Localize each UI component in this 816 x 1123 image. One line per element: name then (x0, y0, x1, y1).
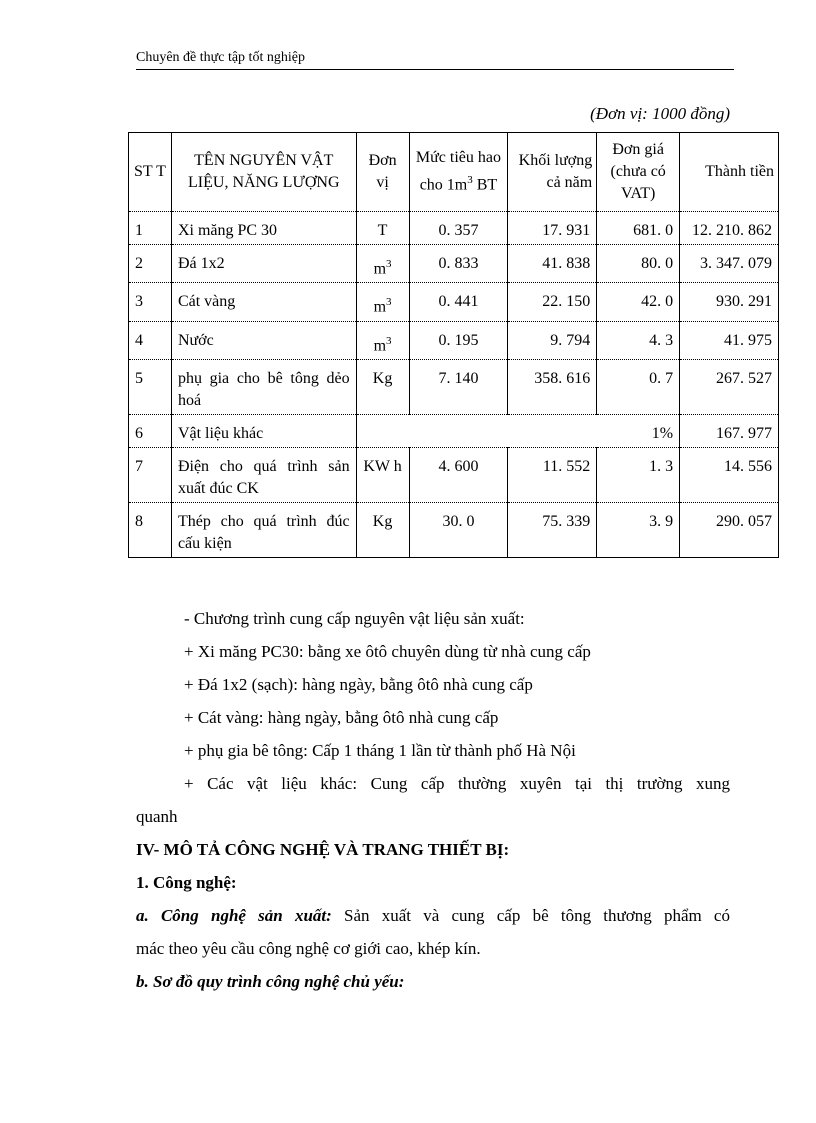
table-row (129, 212, 779, 245)
cell-rate: 4. 600 (409, 447, 508, 502)
table-row (129, 414, 779, 447)
supply-item-cement: + Xi măng PC30: bằng xe ôtô chuyên dùng từ nhà cung cấp (184, 642, 591, 661)
supply-item-other: + Các vật liệu khác: Cung cấp thường xuyên tại thị trường xung (184, 774, 730, 793)
cell-name: Nước (171, 321, 356, 359)
supply-item-other-cont: quanh (136, 807, 178, 826)
cell-total: 3. 347. 079 (680, 245, 779, 283)
table-row (129, 245, 779, 283)
supply-item-stone: + Đá 1x2 (sạch): hàng ngày, bằng ôtô nhà cung cấp (184, 675, 533, 694)
cell-total: 41. 975 (680, 321, 779, 359)
cell-unit: $m^3$ (356, 283, 409, 321)
cell-unit: T (356, 212, 409, 245)
header-total: Thành tiền (680, 133, 779, 212)
cell-total: 930. 291 (680, 283, 779, 321)
cell-price: 681. 0 (597, 212, 680, 245)
table-row (129, 502, 779, 557)
cell-unit: KW h (356, 447, 409, 502)
cell-total: 167. 977 (680, 414, 779, 447)
tech-paragraph-a-cont: mác theo yêu cầu công nghệ cơ giới cao, khép kín. (136, 939, 481, 958)
cell-stt: 7 (129, 447, 172, 502)
cell-qty: 17. 931 (508, 212, 597, 245)
tech-paragraph-a (136, 899, 730, 932)
cell-rate: 0. 441 (409, 283, 508, 321)
cell-unit: Kg (356, 502, 409, 557)
cell-stt: 6 (129, 414, 172, 447)
cell-percent: 1% (356, 414, 680, 447)
cell-price: 3. 9 (597, 502, 680, 557)
header-name: TÊN NGUYÊN VẬT LIỆU, NĂNG LƯỢNG (171, 133, 356, 212)
cell-stt: 1 (129, 212, 172, 245)
cell-total: 14. 556 (680, 447, 779, 502)
cell-rate: 30. 0 (409, 502, 508, 557)
cell-name: Vật liệu khác (171, 414, 356, 447)
cell-qty: 9. 794 (508, 321, 597, 359)
cell-stt: 2 (129, 245, 172, 283)
cell-price: 0. 7 (597, 359, 680, 414)
cell-price: 80. 0 (597, 245, 680, 283)
cell-qty: 11. 552 (508, 447, 597, 502)
materials-table (128, 132, 779, 558)
header-unit: Đơn vị (356, 133, 409, 212)
cell-rate: 0. 195 (409, 321, 508, 359)
table-row (129, 447, 779, 502)
page-header: Chuyên đề thực tập tốt nghiệp (136, 50, 734, 70)
cell-rate: 7. 140 (409, 359, 508, 414)
tech-a-text: Sản xuất và cung cấp bê tông thương phẩm có (331, 906, 730, 925)
cell-unit: Kg (356, 359, 409, 414)
cell-name: Thép cho quá trình đúc cấu kiện (171, 502, 356, 557)
cell-stt: 8 (129, 502, 172, 557)
unit-note: (Đơn vị: 1000 đồng) (590, 104, 730, 123)
cell-price: 42. 0 (597, 283, 680, 321)
cell-price: 1. 3 (597, 447, 680, 502)
cell-qty: 22. 150 (508, 283, 597, 321)
section-heading-iv: IV- MÔ TẢ CÔNG NGHỆ VÀ TRANG THIẾT BỊ: (136, 840, 510, 859)
table-row (129, 359, 779, 414)
supply-item-additive: + phụ gia bê tông: Cấp 1 tháng 1 lần từ thành phố Hà Nội (184, 741, 576, 760)
cell-rate: 0. 357 (409, 212, 508, 245)
cell-name: Đá 1x2 (171, 245, 356, 283)
header-stt: ST T (129, 133, 172, 212)
subsection-heading-1: 1. Công nghệ: (136, 873, 237, 892)
tech-b-heading: b. Sơ đồ quy trình công nghệ chủ yếu: (136, 972, 405, 991)
cell-stt: 3 (129, 283, 172, 321)
cell-stt: 5 (129, 359, 172, 414)
cell-qty: 358. 616 (508, 359, 597, 414)
header-rate: Mức tiêu hao cho $1m^3$ BT (409, 133, 508, 212)
cell-rate: 0. 833 (409, 245, 508, 283)
header-price: Đơn giá (chưa có VAT) (597, 133, 680, 212)
supply-intro: - Chương trình cung cấp nguyên vật liệu sản xuất: (184, 609, 525, 628)
cell-qty: 41. 838 (508, 245, 597, 283)
cell-name: phụ gia cho bê tông dẻo hoá (171, 359, 356, 414)
cell-name: Xi măng PC 30 (171, 212, 356, 245)
table-row (129, 321, 779, 359)
tech-a-label: a. Công nghệ sản xuất: (136, 906, 332, 925)
supply-item-sand: + Cát vàng: hàng ngày, bằng ôtô nhà cung cấp (184, 708, 499, 727)
cell-price: 4. 3 (597, 321, 680, 359)
cell-name: Điện cho quá trình sản xuất đúc CK (171, 447, 356, 502)
cell-unit: $m^3$ (356, 321, 409, 359)
cell-stt: 4 (129, 321, 172, 359)
cell-total: 12. 210. 862 (680, 212, 779, 245)
table-header-row (129, 133, 779, 212)
cell-unit: $m^3$ (356, 245, 409, 283)
cell-total: 290. 057 (680, 502, 779, 557)
cell-qty: 75. 339 (508, 502, 597, 557)
cell-name: Cát vàng (171, 283, 356, 321)
body-text (136, 602, 730, 998)
table-row (129, 283, 779, 321)
header-qty: Khối lượng cả năm (508, 133, 597, 212)
cell-total: 267. 527 (680, 359, 779, 414)
